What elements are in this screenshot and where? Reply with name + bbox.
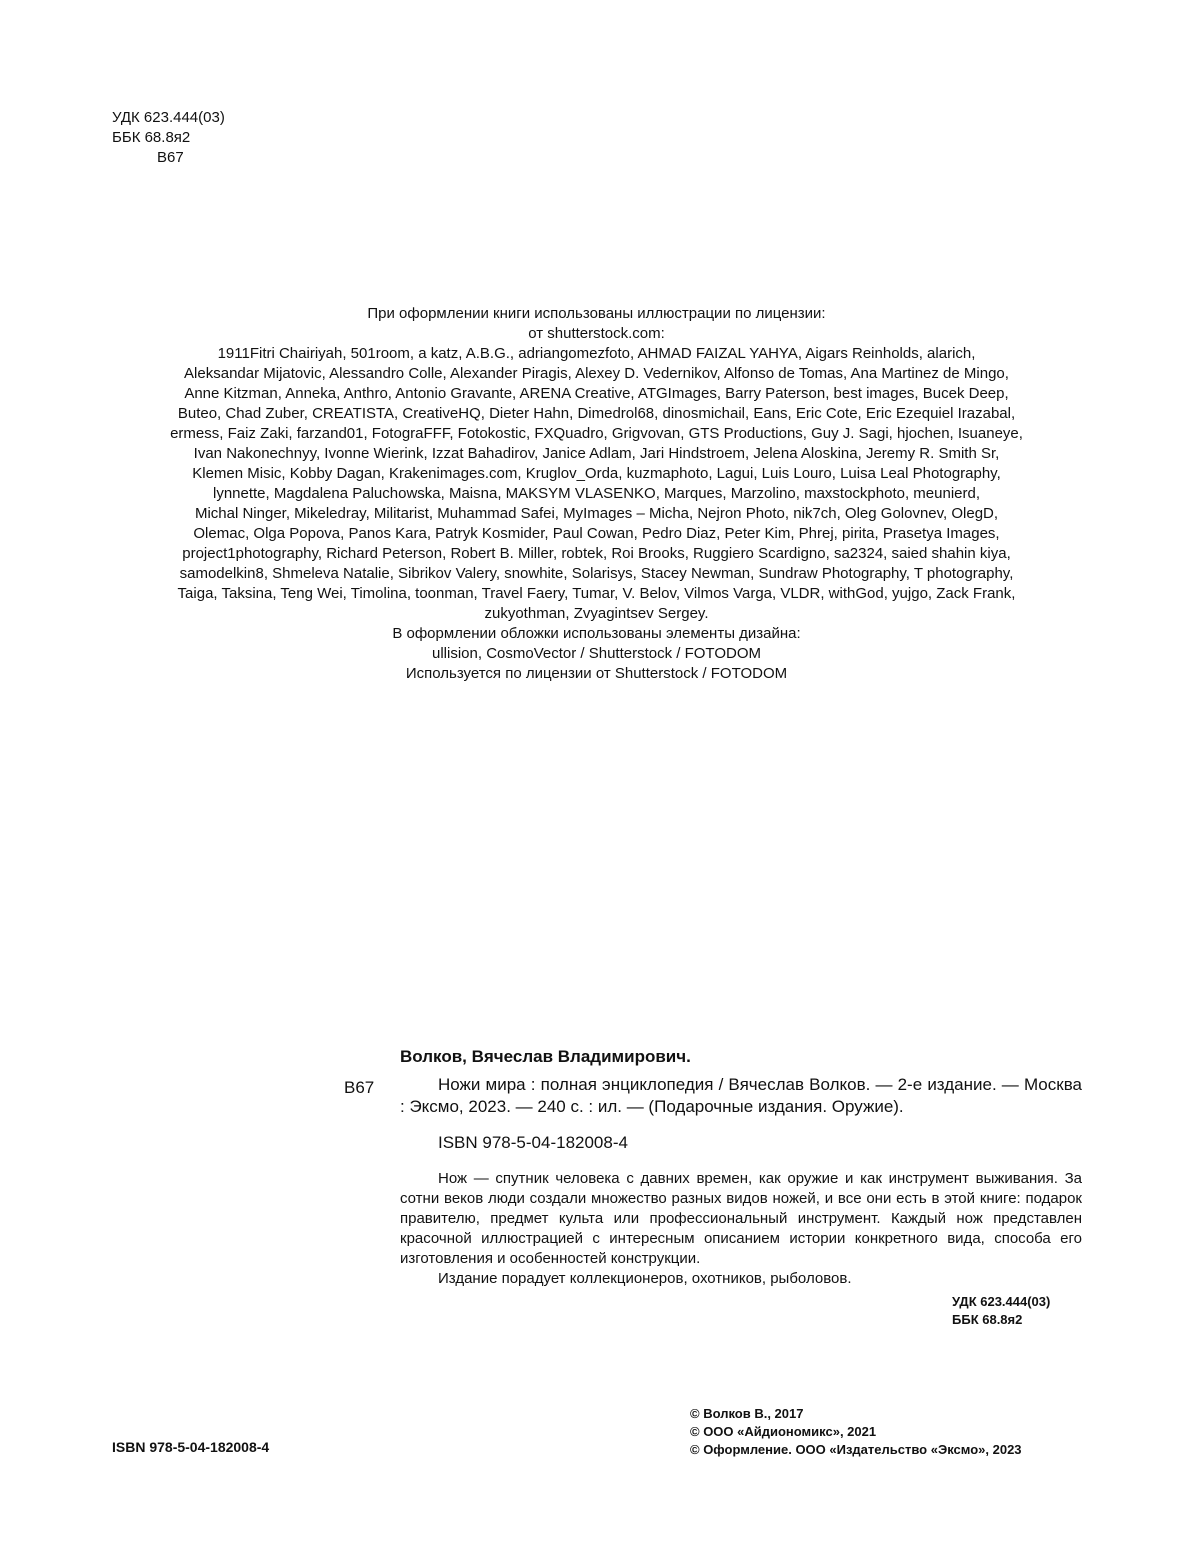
- illustration-credits: [108, 304, 1085, 684]
- biblio-udk: УДК 623.444(03): [952, 1294, 1051, 1309]
- credits-line: Aleksandar Mijatovic, Alessandro Colle, Alexander Piragis, Alexey D. Vedernikov, Alfonso de Tomas, Ana Martinez de Mingo,: [184, 365, 1009, 382]
- author-mark: В67: [157, 149, 184, 166]
- credits-line: 1911Fitri Chairiyah, 501room, a katz, A.B.G., adriangomezfoto, AHMAD FAIZAL YAHYA, Aigars Reinholds, alarich,: [217, 345, 976, 362]
- copyright-line: © ООО «Айдиономикс», 2021: [690, 1424, 877, 1439]
- credits-line: Ivan Nakonechnyy, Ivonne Wierink, Izzat Bahadirov, Janice Adlam, Jari Hindstroem, Jelena Aloskina, Jeremy R. Smith Sr,: [193, 445, 1000, 462]
- credits-line: lynnette, Magdalena Paluchowska, Maisna, MAKSYM VLASENKO, Marques, Marzolino, maxstockphoto, meunierd,: [212, 485, 981, 502]
- credits-line: Buteo, Chad Zuber, CREATISTA, CreativeHQ, Dieter Hahn, Dimedrol68, dinosmichail, Eans, Eric Cote, Eric Ezequiel Irazabal,: [177, 405, 1016, 422]
- classification-block: [112, 108, 225, 168]
- biblio-author: Волков, Вячеслав Владимирович.: [400, 1047, 691, 1066]
- annotation-paragraph: Нож — спутник человека с давних времен, как оружие и как инструмент выживания. За сотни веков люди создали множество разных видов ножей, и все они есть в этой книге: подарок правителю, предмет культа или профессиональный инструмент. Каждый нож представлен красочной иллюстрацией с интересным описанием истории конкретного вида, способа его изготовления и особенностей конструкции.: [400, 1170, 1082, 1267]
- credits-line: project1photography, Richard Peterson, Robert B. Miller, robtek, Roi Brooks, Ruggiero Scardigno, sa2324, saied shahin kiya,: [182, 545, 1011, 562]
- credits-line: ullision, CosmoVector / Shutterstock / FOTODOM: [432, 645, 761, 662]
- credits-line: В оформлении обложки использованы элементы дизайна:: [392, 625, 801, 642]
- credits-line: ermess, Faiz Zaki, farzand01, FotograFFF, Fotokostic, FXQuadro, Grigvovan, GTS Productions, Guy J. Sagi, hjochen, Isuaneye,: [170, 425, 1023, 442]
- biblio-isbn: ISBN 978-5-04-182008-4: [438, 1133, 628, 1152]
- biblio-codes: [400, 1293, 1082, 1329]
- copyright-block: [690, 1405, 1022, 1459]
- bibliographic-entry: [400, 1046, 1082, 1329]
- copyright-line: © Волков В., 2017: [690, 1406, 804, 1421]
- bbk-code: ББК 68.8я2: [112, 129, 191, 146]
- credits-line: Klemen Misic, Kobby Dagan, Krakenimages.com, Kruglov_Orda, kuzmaphoto, Lagui, Luis Louro, Luisa Leal Photography,: [192, 465, 1001, 482]
- credits-line: samodelkin8, Shmeleva Natalie, Sibrikov Valery, snowhite, Solarisys, Stacey Newman, Sundraw Photography, T photography,: [179, 565, 1014, 582]
- biblio-annotation: [400, 1169, 1082, 1289]
- credits-line: При оформлении книги использованы иллюстрации по лицензии:: [367, 305, 826, 322]
- credits-line: zukyothman, Zvyagintsev Sergey.: [484, 605, 709, 622]
- biblio-bbk: ББК 68.8я2: [952, 1312, 1023, 1327]
- credits-line: Anne Kitzman, Anneka, Anthro, Antonio Gravante, ARENA Creative, ATGImages, Barry Paterson, best images, Bucek Deep,: [184, 385, 1009, 402]
- annotation-paragraph: Издание порадует коллекционеров, охотников, рыболовов.: [438, 1270, 852, 1287]
- copyright-line: © Оформление. ООО «Издательство «Эксмо», 2023: [690, 1442, 1022, 1457]
- credits-line: от shutterstock.com:: [528, 325, 665, 342]
- credits-line: Используется по лицензии от Shutterstock / FOTODOM: [405, 665, 788, 682]
- udk-code: УДК 623.444(03): [112, 109, 225, 126]
- biblio-author-mark: В67: [344, 1078, 375, 1097]
- isbn-number: ISBN 978-5-04-182008-4: [112, 1439, 270, 1455]
- biblio-description: Ножи мира : полная энциклопедия / Вячеслав Волков. — 2-е издание. — Москва : Эксмо, 2023. — 240 с. : ил. — (Подарочные издания. Оружие).: [400, 1075, 1082, 1116]
- credits-line: Olemac, Olga Popova, Panos Kara, Patryk Kosmider, Paul Cowan, Pedro Diaz, Peter Kim, Phrej, pirita, Prasetya Images,: [193, 525, 1000, 542]
- credits-line: Michal Ninger, Mikeledray, Militarist, Muhammad Safei, MyImages – Micha, Nejron Photo, nik7ch, Oleg Golovnev, OlegD,: [194, 505, 999, 522]
- credits-line: Taiga, Taksina, Teng Wei, Timolina, toonman, Travel Faery, Tumar, V. Belov, Vilmos Varga, VLDR, withGod, yujgo, Zack Frank,: [177, 585, 1016, 602]
